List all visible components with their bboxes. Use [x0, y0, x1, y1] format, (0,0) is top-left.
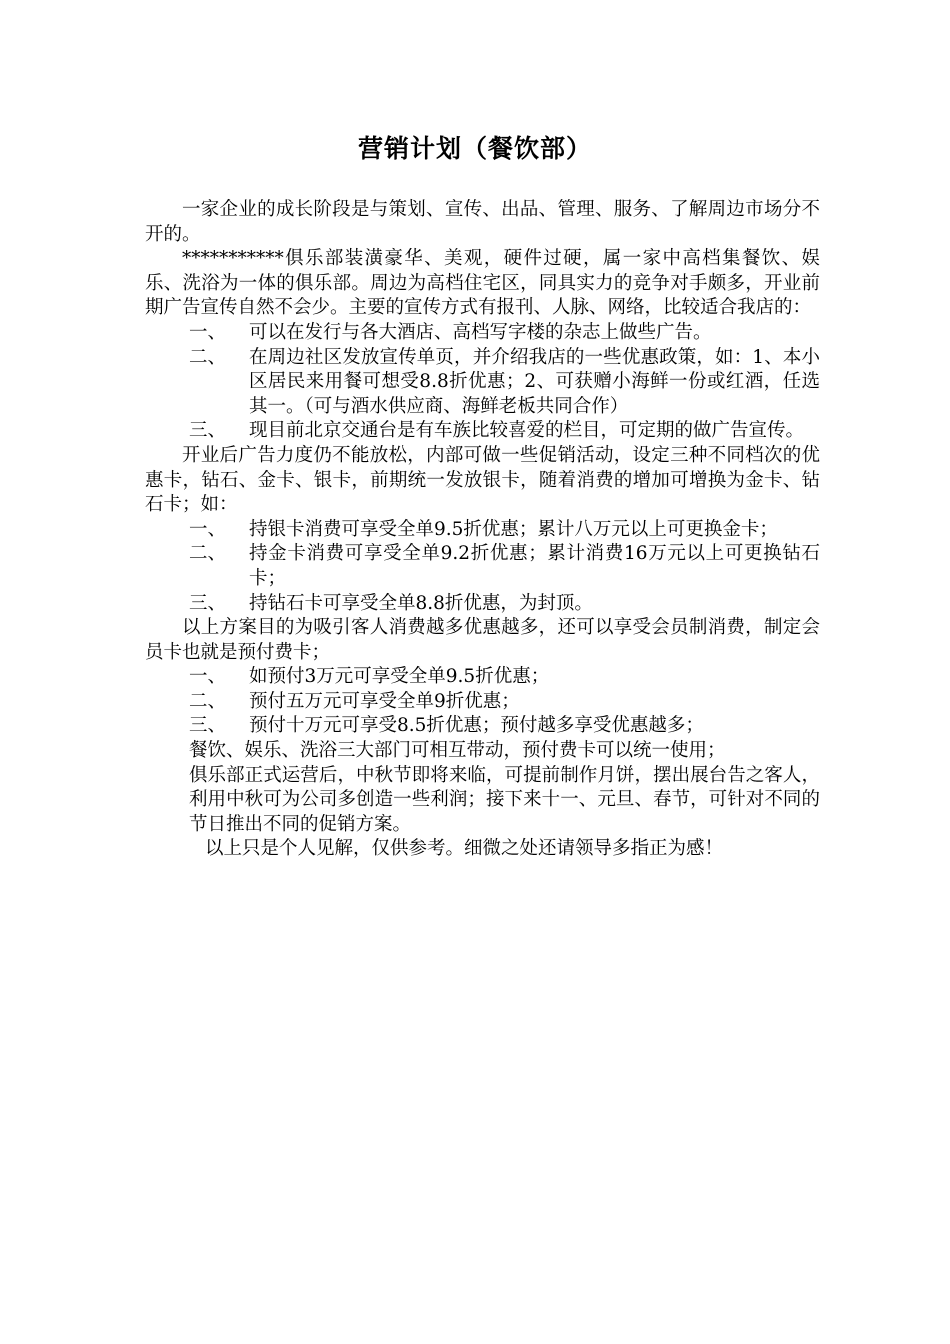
list-item: [145, 690, 820, 715]
paragraph-membership: 以上方案目的为吸引客人消费越多优惠越多，还可以享受会员制消费，制定会员卡也就是预付费卡；: [145, 617, 820, 663]
list-item-text: 持钻石卡可享受全单8.8折优惠，为封顶。: [249, 592, 593, 614]
list-item: [145, 714, 820, 739]
list-item-number: 二、: [189, 543, 227, 565]
list-item-text: 在周边社区发放宣传单页，并介绍我店的一些优惠政策，如：1、本小区居民来用餐可想受8.8折优惠；2、可获赠小海鲜一份或红酒，任选其一。（可与酒水供应商、海鲜老板共同合作）: [249, 346, 820, 417]
list-item-text: 持银卡消费可享受全单9.5折优惠；累计八万元以上可更换金卡；: [249, 518, 778, 540]
list-item: [145, 321, 820, 346]
list-item-text: 预付十万元可享受8.5折优惠；预付越多享受优惠越多；: [249, 715, 704, 737]
document-body: [145, 198, 820, 862]
paragraph-departments: 餐饮、娱乐、洗浴三大部门可相互带动，预付费卡可以统一使用；: [189, 740, 726, 762]
list-item-number: 三、: [189, 420, 227, 442]
list-cards: [145, 518, 820, 616]
list-item: [145, 419, 820, 444]
list-item-text: 可以在发行与各大酒店、高档写字楼的杂志上做些广告。: [249, 321, 712, 343]
list-item: [145, 346, 820, 420]
paragraph-club-description: ***********俱乐部装潢豪华、美观，硬件过硬，属一家中高档集餐饮、娱乐、洗浴为一体的俱乐部。周边为高档住宅区，同具实力的竞争对手颇多，开业前期广告宣传自然不会少。主要的宣传方式有报刊、人脉、网络，比较适合我店的：: [145, 248, 820, 319]
paragraph-promotion: 开业后广告力度仍不能放松，内部可做一些促销活动，设定三种不同档次的优惠卡，钻石、金卡、银卡，前期统一发放银卡，随着消费的增加可增换为金卡、钻石卡；如：: [145, 444, 820, 516]
list-item-number: 三、: [189, 715, 227, 737]
paragraph-closing: 以上只是个人见解，仅供参考。细微之处还请领导多指正为感！: [205, 838, 724, 860]
list-item-text: 如预付3万元可享受全单9.5折优惠；: [249, 666, 550, 688]
list-item-number: 二、: [189, 346, 227, 368]
list-item-number: 一、: [189, 321, 227, 343]
list-advertising: [145, 321, 820, 444]
list-item: [145, 665, 820, 690]
paragraph-intro: 一家企业的成长阶段是与策划、宣传、出品、管理、服务、了解周边市场分不开的。: [145, 199, 820, 245]
paragraph-holidays: 俱乐部正式运营后，中秋节即将来临，可提前制作月饼，摆出展台告之客人，利用中秋可为公司多创造一些利润；接下来十一、元旦、春节，可针对不同的节日推出不同的促销方案。: [189, 764, 820, 835]
document-title: 营销计划（餐饮部）: [357, 134, 592, 163]
list-item: [145, 592, 820, 617]
list-item-number: 一、: [189, 666, 227, 688]
list-item-text: 预付五万元可享受全单9折优惠；: [249, 690, 520, 712]
list-item-text: 持金卡消费可享受全单9.2折优惠；累计消费16万元以上可更换钻石卡；: [249, 543, 820, 589]
list-item: [145, 518, 820, 543]
list-prepaid: [145, 665, 820, 739]
list-item-number: 三、: [189, 592, 227, 614]
list-item-text: 现目前北京交通台是有车族比较喜爱的栏目，可定期的做广告宣传。: [249, 420, 805, 442]
list-item-number: 二、: [189, 690, 227, 712]
list-item-number: 一、: [189, 518, 227, 540]
list-item: [145, 542, 820, 591]
